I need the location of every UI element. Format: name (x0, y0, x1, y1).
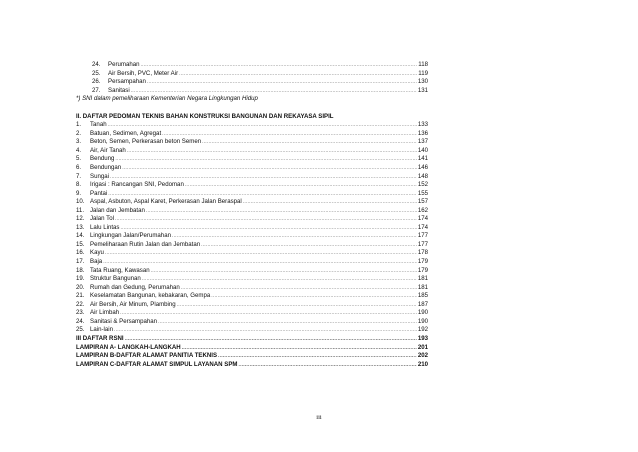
toc-entry (76, 344, 428, 353)
toc-entry (76, 361, 428, 370)
toc-entry (76, 190, 428, 199)
toc-entry (76, 61, 428, 70)
entry-page: 155 (417, 189, 428, 197)
entry-title: Struktur Bangunan (90, 275, 141, 283)
entry-page: 202 (417, 352, 428, 360)
entry-number: 22. (76, 300, 85, 308)
toc-entry (76, 275, 428, 284)
entry-title: Air Bersih, Air Minum, Plambing (90, 300, 176, 308)
toc-entry (76, 138, 428, 147)
entry-page: 210 (417, 360, 428, 368)
entry-page: 174 (417, 223, 428, 231)
entry-title: Baja (90, 258, 103, 266)
entry-title: Irigasi : Rancangan SNI, Pedoman (90, 181, 184, 189)
dot-leader (243, 198, 417, 207)
entry-title: Tata Ruang, Kawasan (90, 266, 150, 274)
toc-entry (76, 147, 428, 156)
entry-number: 15. (76, 240, 85, 248)
entry-title: Rumah dan Gedung, Perumahan (90, 283, 180, 291)
entry-page: 201 (417, 343, 428, 351)
entry-page: 162 (417, 206, 428, 214)
entry-page: 181 (417, 283, 428, 291)
entry-title: Pemeliharaan Rutin Jalan dan Jembatan (90, 240, 201, 248)
spacer (76, 104, 428, 113)
entry-title: Sungai (90, 172, 109, 180)
dot-leader (238, 361, 416, 370)
entry-page: 157 (417, 198, 428, 206)
entry-title: Jalan dan Jembatan (90, 206, 145, 214)
entry-title: Aspal, Asbuton, Aspal Karet, Perkerasan Jalan Beraspal (90, 198, 242, 206)
toc-entry (76, 130, 428, 139)
entry-page: 177 (417, 232, 428, 240)
entry-number: 3. (76, 138, 82, 146)
toc-entry (76, 284, 428, 293)
entry-page: 118 (418, 61, 428, 68)
entry-page: 190 (417, 317, 428, 325)
dot-leader (105, 249, 417, 258)
dot-leader (115, 215, 417, 224)
entry-title: Kayu (90, 249, 104, 257)
toc-entry (76, 87, 428, 96)
entry-number: 24. (76, 317, 85, 325)
dot-leader (127, 147, 417, 156)
entry-page: 185 (417, 292, 428, 300)
dot-leader (120, 224, 416, 233)
dot-leader (142, 275, 417, 284)
entry-page: 146 (417, 164, 428, 172)
entry-title: Sanitasi (108, 86, 130, 94)
dot-leader (114, 326, 417, 335)
dot-leader (122, 164, 417, 173)
section-list (76, 121, 428, 335)
entry-title: Bendungan (90, 164, 122, 172)
entry-page: 148 (417, 172, 428, 180)
entry-number: 8. (76, 181, 82, 189)
entry-number: 9. (76, 189, 82, 197)
entry-number: 25. (76, 326, 85, 334)
dot-leader (172, 232, 417, 241)
dot-leader (110, 173, 417, 182)
entry-page: 179 (417, 266, 428, 274)
entry-title: Lingkungan Jalan/Perumahan (90, 232, 171, 240)
entry-number: 27. (92, 86, 101, 94)
entry-number: 11. (76, 206, 85, 214)
dot-leader (185, 181, 417, 190)
dot-leader (125, 335, 417, 344)
dot-leader (151, 267, 417, 276)
entry-page: 193 (417, 334, 428, 342)
dot-leader (146, 207, 417, 216)
dot-leader (158, 318, 417, 327)
entry-number: 19. (76, 275, 85, 283)
entry-number: 18. (76, 266, 85, 274)
entry-page: 130 (417, 78, 428, 86)
dot-leader (202, 138, 417, 147)
toc-entry (76, 121, 428, 130)
entry-page: 141 (417, 155, 428, 163)
entry-title: Air, Air Tanah (90, 146, 126, 154)
entry-title: Air Limbah (90, 309, 120, 317)
toc-entry (76, 309, 428, 318)
dot-leader (103, 258, 417, 267)
dot-leader (182, 344, 417, 353)
toc-entry (76, 241, 428, 250)
dot-leader (147, 78, 417, 87)
entry-page: 140 (417, 146, 428, 154)
entry-number: 23. (76, 309, 85, 317)
dot-leader (211, 292, 417, 301)
entry-number: 17. (76, 258, 85, 266)
toc-entry (76, 249, 428, 258)
section-heading: II. DAFTAR PEDOMAN TEKNIS BAHAN KONSTRUKSI BANGUNAN DAN REKAYASA SIPIL (76, 112, 334, 120)
toc-entry (76, 258, 428, 267)
entry-title: LAMPIRAN B-DAFTAR ALAMAT PANITIA TEKNIS (76, 352, 218, 360)
entry-page: 192 (417, 326, 428, 334)
toc-entry (76, 318, 428, 327)
entry-number: 26. (92, 78, 101, 86)
entry-page: 137 (417, 138, 428, 146)
dot-leader (120, 309, 417, 318)
toc-entry (76, 326, 428, 335)
toc-entry (76, 292, 428, 301)
entry-number: 21. (76, 292, 85, 300)
entry-title: Air Bersih, PVC, Meter Air (108, 69, 179, 77)
toc-entry (76, 207, 428, 216)
entry-page: 119 (418, 69, 428, 77)
entry-title: Perumahan (108, 61, 140, 68)
entry-page: 179 (417, 258, 428, 266)
entry-title: LAMPIRAN C-DAFTAR ALAMAT SIMPUL LAYANAN SPM (76, 360, 238, 368)
toc-entry (76, 232, 428, 241)
dot-leader (177, 301, 417, 310)
entry-number: 14. (76, 232, 85, 240)
toc-entry (76, 78, 428, 87)
entry-page: 190 (417, 309, 428, 317)
dot-leader (162, 130, 417, 139)
toc-entry (76, 267, 428, 276)
dot-leader (131, 87, 417, 96)
entry-page: 133 (417, 121, 428, 129)
entry-title: Lalu Lintas (90, 223, 120, 231)
toc-entry (76, 224, 428, 233)
entry-title: III DAFTAR RSNI (76, 334, 124, 342)
entry-number: 13. (76, 223, 85, 231)
entry-title: Beton, Semen, Perkerasan beton Semen (90, 138, 202, 146)
dot-leader (218, 352, 417, 361)
entry-title: Bendung (90, 155, 115, 163)
toc-entry (76, 181, 428, 190)
entry-number: 16. (76, 249, 85, 257)
entry-number: 1. (76, 121, 82, 129)
entry-page: 152 (417, 181, 428, 189)
toc-entry (76, 173, 428, 182)
entry-title: Batuan, Sedimen, Agregat (90, 129, 162, 137)
entry-page: 131 (417, 86, 428, 94)
entry-title: Sanitasi & Persampahan (90, 317, 158, 325)
entry-page: 136 (417, 129, 428, 137)
dot-leader (181, 284, 417, 293)
entry-number: 2. (76, 129, 82, 137)
entry-number: 4. (76, 146, 82, 154)
entry-title: Tanah (90, 121, 107, 129)
dot-leader (141, 61, 417, 70)
entry-page: 174 (417, 215, 428, 223)
footnote: *) SNI dalam pemeliharaan Kementerian Negara Lingkungan Hidup (76, 95, 258, 103)
toc-entry (76, 352, 428, 361)
entry-page: 178 (417, 249, 428, 257)
toc-entry (76, 198, 428, 207)
dot-leader (179, 70, 417, 79)
entry-number: 5. (76, 155, 82, 163)
table-of-contents (76, 61, 428, 369)
dot-leader (108, 190, 417, 199)
toc-entry (76, 70, 428, 79)
entry-number: 10. (76, 198, 85, 206)
entry-number: 25. (92, 69, 101, 77)
dot-leader (108, 121, 417, 130)
dot-leader (115, 155, 416, 164)
entry-title: Keselamatan Bangunan, kebakaran, Gempa (90, 292, 211, 300)
entry-title: LAMPIRAN A- LANGKAH-LANGKAH (76, 343, 181, 351)
entry-page: 181 (417, 275, 428, 283)
toc-entry (76, 164, 428, 173)
entry-page: 187 (417, 300, 428, 308)
toc-entry (76, 155, 428, 164)
entry-title: Lain-lain (90, 326, 114, 334)
dot-leader (201, 241, 417, 250)
page-number: iii (316, 414, 322, 421)
entry-number: 12. (76, 215, 85, 223)
toc-entry (76, 215, 428, 224)
entry-number: 20. (76, 283, 85, 291)
entry-title: Jalan Tol (90, 215, 114, 223)
entry-number: 24. (92, 61, 101, 68)
toc-entry (76, 335, 428, 344)
entry-title: Pantai (90, 189, 108, 197)
entry-number: 7. (76, 172, 82, 180)
entry-title: Persampahan (108, 78, 146, 86)
entry-page: 177 (417, 240, 428, 248)
entry-number: 6. (76, 164, 82, 172)
toc-entry (76, 301, 428, 310)
